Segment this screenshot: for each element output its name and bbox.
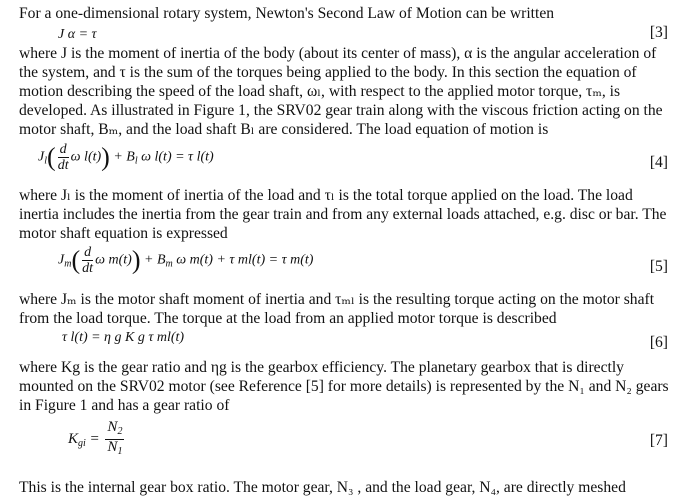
equation-number-3: [3]: [649, 24, 668, 41]
text-line: motion describing the speed of the load shaft, ωₗ, with respect to the applied motor torque, τₘ, is: [19, 83, 621, 100]
text-line: where Jₗ is the moment of inertia of the load and τₗ is the total torque applied on the load. The load: [19, 187, 633, 204]
text-line: inertia includes the inertia from the gear train and from any external loads attached, e.g. disc or bar. The: [19, 206, 667, 223]
equation-number-5: [5]: [649, 258, 668, 275]
text-line: from the load torque. The torque at the load from an applied motor torque is described: [19, 310, 557, 327]
text-line: where J is the moment of inertia of the body (about its center of mass), α is the angular acceleration of: [19, 45, 657, 62]
equation-4: $J_l$( $\frac{d}{dt}$ ω $l(t)) + B_l$ ω l(t) = τ l(t): [38, 142, 214, 173]
text-line: developed. As illustrated in Figure 1, the SRV02 gear train along with the viscous friction acting on the: [19, 102, 663, 119]
text-line: in Figure 1 and has a gear ratio of: [19, 397, 230, 414]
equation-3: J α = τ: [58, 27, 97, 42]
equation-number-4: [4]: [649, 154, 668, 171]
text-line: where Kg is the gear ratio and ηg is the gearbox efficiency. The planetary gearbox that is directly: [19, 359, 624, 376]
equation-7: $K_{gi}$ = $\frac{N_2}{N_1}$: [68, 419, 123, 457]
equation-5: $J_m$( $\frac{d}{dt}$ ω $m(t)) + B_m$ ω m(t) + τ ml(t) = τ m(t): [58, 245, 314, 276]
equation-number-7: [7]: [649, 432, 668, 449]
text-line: For a one-dimensional rotary system, Newton's Second Law of Motion can be written: [19, 5, 555, 22]
text-line: where Jₘ is the motor shaft moment of inertia and τₘₗ is the resulting torque acting on the motor shaft: [19, 291, 655, 308]
equation-6: τ l(t) = η g K g τ ml(t): [62, 330, 185, 345]
text-line: the system, and τ is the sum of the torques being applied to the body. In this section the equation of: [19, 64, 637, 81]
text-line: This is the internal gear box ratio. The motor gear, N₃ , and the load gear, N₄, are directly meshed: [19, 479, 626, 496]
text-line: mounted on the SRV02 motor (see Reference [5] for more details) is represented by the N₁ and N₂ gears: [19, 378, 669, 395]
equation-number-6: [6]: [649, 334, 668, 351]
text-line: motor shaft equation is expressed: [19, 225, 228, 242]
text-line: motor shaft, Bₘ, and the load shaft Bₗ are considered. The load equation of motion is: [19, 121, 549, 138]
